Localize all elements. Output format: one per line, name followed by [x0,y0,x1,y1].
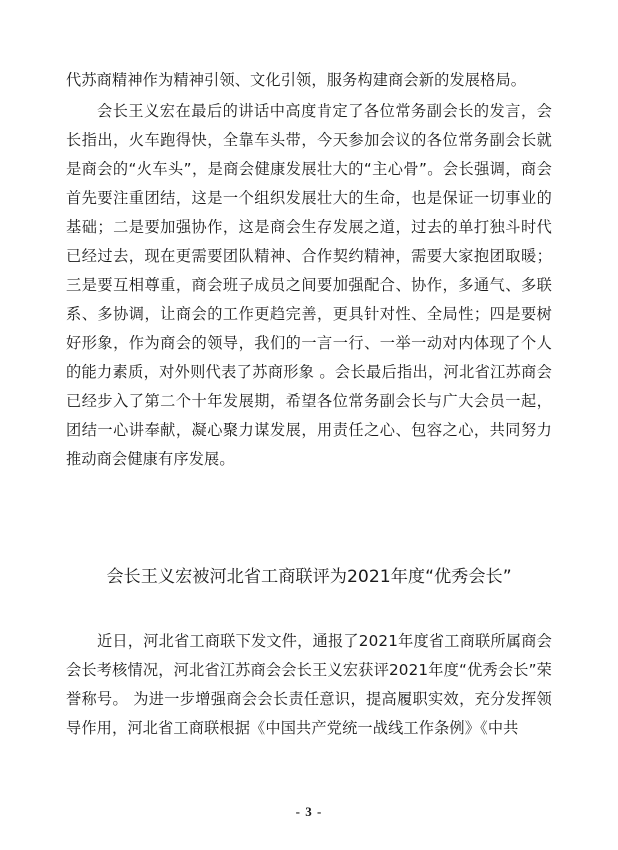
section-heading: 会长王义宏被河北省工商联评为2021年度“优秀会长” [106,567,512,587]
page-number: - 3 - [295,804,323,819]
body-paragraph-award-notice: 近日，河北省工商联下发文件，通报了2021年度省工商联所属商会会长考核情况，河北省江苏商会会长王义宏获评2021年度“优秀会长”荣誉称号。 为进一步增强商会会长责任意识，提高履职实效，充分发挥领导作用，河北省工商联根据《中国共产党统一战线工作条例》《中共 [66,632,552,737]
body-paragraph-continuation: 代苏商精神作为精神引领、文化引领，服务构建商会新的发展格局。 [66,71,527,89]
body-paragraph-president-speech: 会长王义宏在最后的讲话中高度肯定了各位常务副会长的发言，会长指出，火车跑得快，全靠车头带，今天参加会议的各位常务副会长就是商会的“火车头”，是商会健康发展壮大的“主心骨”。会长强调，商会首先要注重团结，这是一个组织发展壮大的生命，也是保证一切事业的基础；二是要加强协作，这是商会生存发展之道，过去的单打独斗时代已经过去，现在更需要团队精神、合作契约精神，需要大家抱团取暖；三是要互相尊重，商会班子成员之间要加强配合、协作，多通气、多联系、多协调，让商会的工作更趋完善，更具针对性、全局性；四是要树好形象，作为商会的领导，我们的一言一行、一举一动对内体现了个人的能力素质，对外则代表了苏商形象 。会长最后指出，河北省江苏商会已经步入了第二个十年发展期，希望各位常务副会长与广大会员一起，团结一心讲奉献，凝心聚力谋发展，用责任之心、包容之心，共同努力推动商会健康有序发展。 [66,102,552,468]
